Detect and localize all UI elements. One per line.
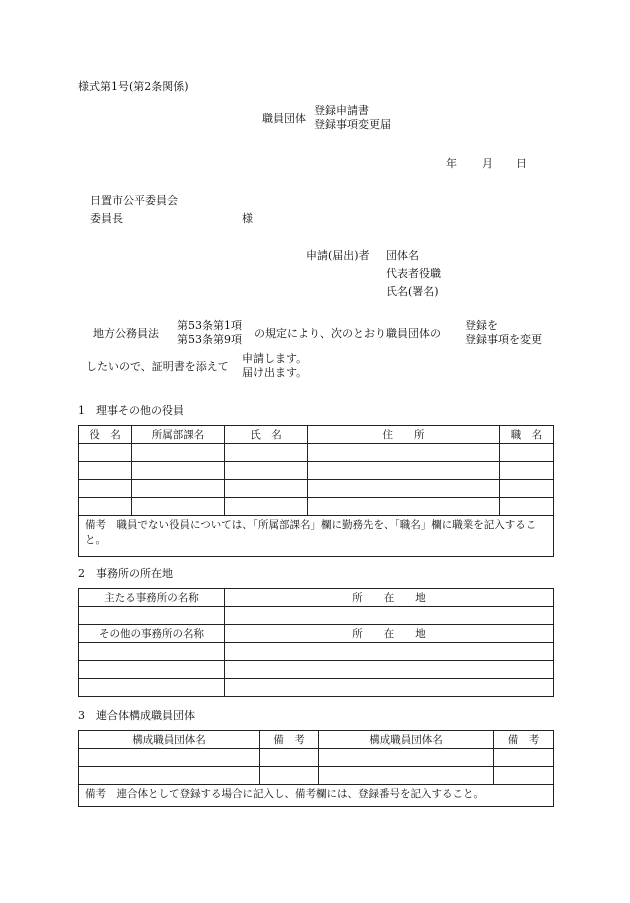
member-groups-note-row [79, 785, 554, 807]
addressee-org: 日置市公平委員会 [90, 194, 178, 207]
offices-table [78, 588, 554, 697]
table-row [79, 661, 554, 679]
document-title [314, 104, 391, 132]
addressee-honorific: 様 [242, 212, 253, 225]
table-cell[interactable] [500, 462, 554, 480]
date-day[interactable]: 日 [516, 157, 527, 170]
col-header-address: 住 所 [308, 426, 500, 444]
table-cell[interactable] [500, 444, 554, 462]
article-option-1: 第53条第1項 [177, 319, 242, 332]
col-header-job-title: 職 名 [500, 426, 554, 444]
section3-title: 3 連合体構成職員団体 [78, 709, 195, 722]
officers-table [78, 425, 554, 557]
table-row [79, 480, 554, 498]
table-cell[interactable] [500, 480, 554, 498]
group-name-label[interactable]: 団体名 [386, 249, 419, 262]
table-cell[interactable] [308, 480, 500, 498]
table-cell[interactable] [79, 661, 225, 679]
other-office-name-header: その他の事務所の名称 [79, 625, 225, 643]
purpose-option-change: 登録事項を変更 [465, 333, 542, 346]
article-options [177, 319, 242, 347]
verb-option-notify: 届け出ます。 [242, 366, 308, 379]
title-option-application: 登録申請書 [314, 104, 369, 117]
table-cell[interactable] [79, 444, 132, 462]
table-cell[interactable] [225, 679, 554, 697]
table-row [79, 679, 554, 697]
verb-option-apply: 申請します。 [242, 352, 308, 365]
table-row [79, 462, 554, 480]
table-cell[interactable] [225, 498, 308, 516]
table-row [79, 498, 554, 516]
table-cell[interactable] [79, 480, 132, 498]
table-cell[interactable] [132, 462, 225, 480]
purpose-option-register: 登録を [465, 319, 498, 332]
table-cell[interactable] [500, 498, 554, 516]
table-cell[interactable] [308, 498, 500, 516]
col-header-remarks: 備 考 [260, 731, 319, 749]
title-option-change-notice: 登録事項変更届 [314, 118, 391, 131]
date-year[interactable]: 年 [446, 157, 457, 170]
table-cell[interactable] [132, 480, 225, 498]
col-header-remarks-2: 備 考 [494, 731, 554, 749]
col-header-member-group-name-2: 構成職員団体名 [319, 731, 494, 749]
offices-main-header-row [79, 589, 554, 607]
member-groups-table [78, 730, 554, 807]
purpose-options [465, 319, 542, 347]
article-option-9: 第53条第9項 [177, 333, 242, 346]
body-line2-text: したいので、証明書を添えて [86, 360, 229, 373]
table-cell[interactable] [494, 767, 554, 785]
table-cell[interactable] [225, 480, 308, 498]
table-cell[interactable] [260, 767, 319, 785]
table-cell[interactable] [79, 749, 260, 767]
table-cell[interactable] [79, 498, 132, 516]
table-cell[interactable] [132, 444, 225, 462]
date-month[interactable]: 月 [482, 157, 493, 170]
table-cell[interactable] [225, 607, 554, 625]
col-header-name: 氏 名 [225, 426, 308, 444]
main-office-name-header: 主たる事務所の名称 [79, 589, 225, 607]
table-cell[interactable] [79, 643, 225, 661]
member-groups-header-row [79, 731, 554, 749]
table-cell[interactable] [225, 643, 554, 661]
offices-other-header-row [79, 625, 554, 643]
table-row [79, 444, 554, 462]
table-cell[interactable] [132, 498, 225, 516]
table-row [79, 643, 554, 661]
verb-options [242, 352, 307, 380]
form-number: 様式第1号(第2条関係) [78, 80, 189, 93]
table-cell[interactable] [225, 462, 308, 480]
addressee-title: 委員長 [90, 212, 123, 225]
member-groups-note: 備考 連合体として登録する場合に記入し、備考欄には、登録番号を記入すること。 [79, 785, 554, 807]
table-cell[interactable] [79, 462, 132, 480]
table-cell[interactable] [319, 767, 494, 785]
table-row [79, 607, 554, 625]
table-cell[interactable] [494, 749, 554, 767]
table-cell[interactable] [319, 749, 494, 767]
col-header-role: 役 名 [79, 426, 132, 444]
table-cell[interactable] [79, 607, 225, 625]
table-row [79, 749, 554, 767]
col-header-member-group-name: 構成職員団体名 [79, 731, 260, 749]
other-office-location-header: 所 在 地 [225, 625, 554, 643]
table-cell[interactable] [79, 767, 260, 785]
table-cell[interactable] [260, 749, 319, 767]
table-cell[interactable] [79, 679, 225, 697]
body-middle-text: の規定により、次のとおり職員団体の [254, 327, 441, 340]
section1-title: 1 理事その他の役員 [78, 404, 184, 417]
applicant-label: 申請(届出)者 [306, 249, 370, 262]
law-name: 地方公務員法 [93, 327, 159, 340]
officers-header-row [79, 426, 554, 444]
table-row [79, 767, 554, 785]
officers-note: 備考 職員でない役員については、「所属部課名」欄に勤務先を、「職名」欄に職業を記入すること。 [79, 516, 554, 557]
section2-title: 2 事務所の所在地 [78, 567, 173, 580]
name-signature-label[interactable]: 氏名(署名) [386, 285, 439, 298]
table-cell[interactable] [308, 444, 500, 462]
table-cell[interactable] [225, 661, 554, 679]
table-cell[interactable] [225, 444, 308, 462]
main-office-location-header: 所 在 地 [225, 589, 554, 607]
title-prefix: 職員団体 [262, 112, 306, 125]
table-cell[interactable] [308, 462, 500, 480]
representative-title-label[interactable]: 代表者役職 [386, 267, 441, 280]
col-header-department: 所属部課名 [132, 426, 225, 444]
officers-note-row [79, 516, 554, 557]
